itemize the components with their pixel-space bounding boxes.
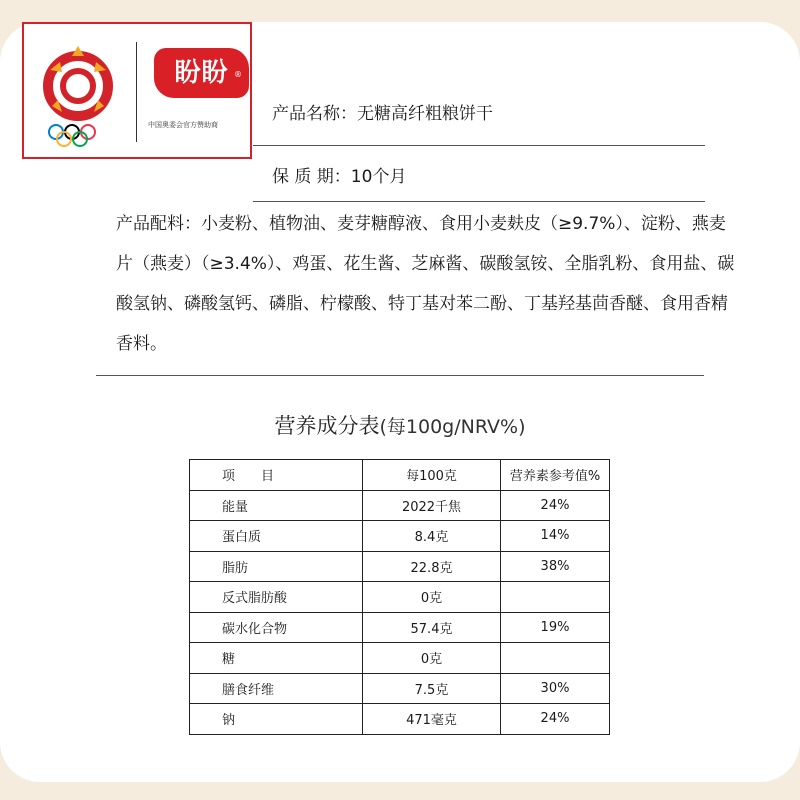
- nutrient-name: 碳水化合物: [190, 612, 363, 643]
- nutrition-title: [0, 410, 800, 440]
- nutrient-name: 膳食纤维: [190, 673, 363, 704]
- nutrient-nrv: [501, 582, 610, 613]
- table-row: [190, 551, 610, 582]
- table-row: [190, 673, 610, 704]
- nutrient-nrv: [501, 643, 610, 674]
- ingredients: 产品配料：小麦粉、植物油、麦芽糖醇液、食用小麦麸皮（≥9.7%）、淀粉、燕麦片（燕麦）（≥3.4%）、鸡蛋、花生酱、芝麻酱、碳酸氢铵、全脂乳粉、食用盐、碳酸氢钠、磷酸氢钙、磷脂、柠檬酸、特丁基对苯二酚、丁基羟基茴香醚、食用香精香料。: [116, 214, 735, 354]
- nutrient-nrv: 30%: [501, 673, 610, 704]
- nutrient-amount: 0克: [363, 582, 501, 613]
- nutrient-amount: 471毫克: [363, 704, 501, 735]
- table-row: [190, 612, 610, 643]
- nutrient-nrv: 19%: [501, 612, 610, 643]
- sponsor-text: 中国奥委会官方赞助商: [148, 121, 218, 129]
- nutrient-amount: 57.4克: [363, 612, 501, 643]
- nutrient-amount: 0克: [363, 643, 501, 674]
- emblem-icon: [38, 40, 118, 150]
- nutrient-nrv: 24%: [501, 704, 610, 735]
- nutrient-nrv: 14%: [501, 521, 610, 552]
- table-row: [190, 704, 610, 735]
- nutrient-name: 糖: [190, 643, 363, 674]
- nutrient-name: 能量: [190, 490, 363, 521]
- nutrient-amount: 2022千焦: [363, 490, 501, 521]
- nutrient-name: 钠: [190, 704, 363, 735]
- nutrient-nrv: 24%: [501, 490, 610, 521]
- nutrient-nrv: 38%: [501, 551, 610, 582]
- brand-logo-box: [22, 22, 252, 159]
- nutrition-title-sub: (每100g/NRV%): [379, 416, 526, 438]
- nutrition-title-main: 营养成分表: [274, 414, 380, 438]
- nutrient-name: 脂肪: [190, 551, 363, 582]
- divider-3: [96, 375, 704, 376]
- nutrient-name: 反式脂肪酸: [190, 582, 363, 613]
- nutrient-amount: 8.4克: [363, 521, 501, 552]
- nutrient-amount: 22.8克: [363, 551, 501, 582]
- table-row: [190, 582, 610, 613]
- divider-1: [253, 145, 705, 146]
- divider-2: [253, 201, 705, 202]
- table-row: [190, 490, 610, 521]
- brand-logo: [154, 48, 249, 98]
- header-nrv: 营养素参考值%: [501, 460, 610, 491]
- table-row: [190, 521, 610, 552]
- nutrient-amount: 7.5克: [363, 673, 501, 704]
- registered-mark: ®: [234, 70, 243, 79]
- shelf-life: 保 质 期：10个月: [272, 167, 407, 187]
- header-item: 项 目: [190, 460, 363, 491]
- nutrient-name: 蛋白质: [190, 521, 363, 552]
- logo-divider: [136, 42, 137, 142]
- brand-name: 盼盼: [174, 58, 229, 88]
- olympic-rings-icon: [49, 125, 95, 146]
- product-name: 产品名称：无糖高纤粗粮饼干: [272, 104, 493, 124]
- table-row: [190, 643, 610, 674]
- table-header-row: [190, 460, 610, 491]
- header-per-100g: 每100克: [363, 460, 501, 491]
- nutrition-table: [189, 459, 610, 735]
